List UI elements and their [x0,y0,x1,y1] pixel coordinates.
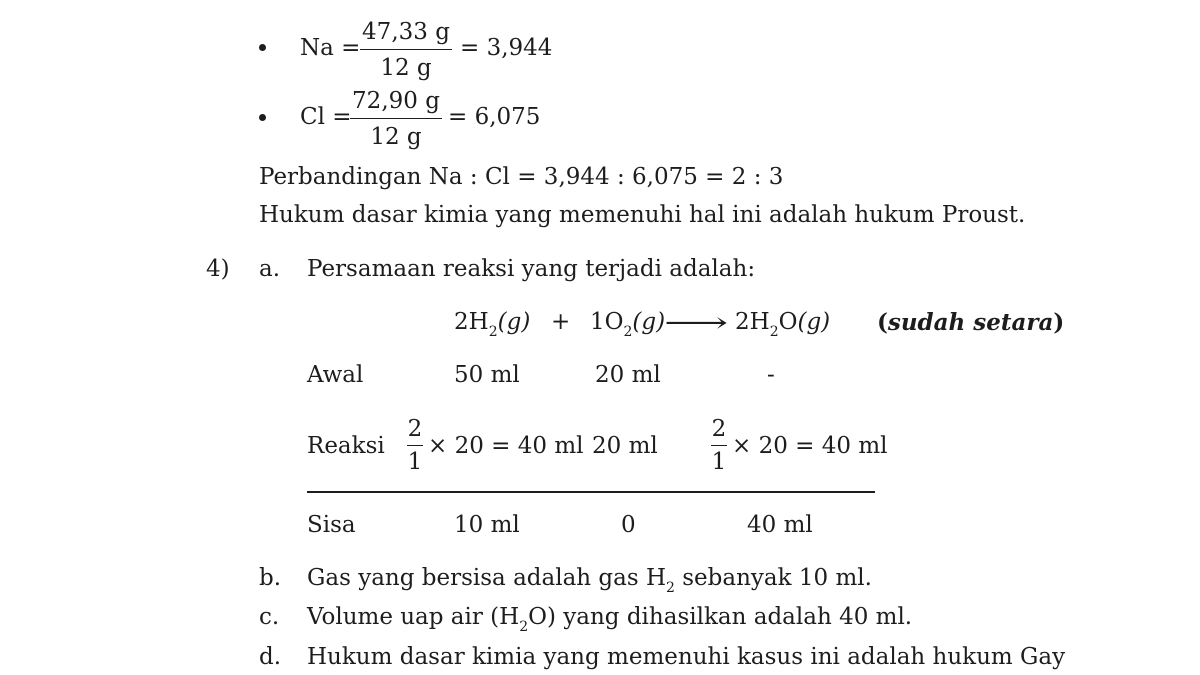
item-a-text: Persamaan reaksi yang terjadi adalah: [307,256,756,282]
row-sisa-label: Sisa [307,512,356,538]
row-reaksi-label: Reaksi [307,433,385,459]
cl-numerator: 72,90 g [352,88,440,114]
item-b-marker: b. [259,565,282,591]
row-sisa-h2o: 40 ml [747,512,813,538]
item-d-marker: d. [259,644,282,670]
row-awal-h2: 50 ml [454,362,520,388]
item-c-marker: c. [259,604,280,630]
item-b-text: Gas yang bersisa adalah gas $H_2$ sebanyak 10 ml. [307,565,872,596]
na-label: Na = [300,35,361,61]
reactant-o2: $1O_2(g)$ [590,309,666,340]
cl-result: = 6,075 [448,104,541,130]
item-a-marker: a. [259,256,281,282]
item-d-text: Hukum dasar kimia yang memenuhi kasus ini adalah hukum Gay [307,644,1066,670]
row-sisa-o2: 0 [621,512,636,538]
row-reaksi-h2o: × 20 = 40 ml [732,433,888,459]
proust-law-text: Hukum dasar kimia yang memenuhi hal ini adalah hukum Proust. [259,202,1026,228]
reactant-h2: $2H_2(g)$ [454,309,531,340]
row-awal-o2: 20 ml [595,362,661,388]
cl-label: Cl = [300,104,352,130]
question-number: 4) [206,256,230,282]
row-reaksi-h2: × 20 = 40 ml [428,433,584,459]
table-divider [307,491,875,493]
na-numerator: 47,33 g [362,19,450,45]
cl-denominator: 12 g [370,124,422,150]
item-c-text: Volume uap air $(H_2O)$ yang dihasilkan adalah 40 ml. [307,604,913,635]
row-sisa-h2: 10 ml [454,512,520,538]
plus-sign: + [551,309,571,335]
bullet-na [259,44,266,51]
row-awal-h2o: - [767,362,775,388]
reaction-arrow: ⟶ [664,306,729,339]
balanced-note: (sudah setara) [877,309,1065,336]
row-reaksi-o2: 20 ml [592,433,658,459]
product-h2o: $2H_2O(g)$ [735,309,831,340]
bullet-cl [259,114,266,121]
ratio-text: Perbandingan Na : Cl = 3,944 : 6,075 = 2 : 3 [259,164,784,190]
row-awal-label: Awal [307,362,364,388]
na-result: = 3,944 [460,35,553,61]
na-denominator: 12 g [380,55,432,81]
